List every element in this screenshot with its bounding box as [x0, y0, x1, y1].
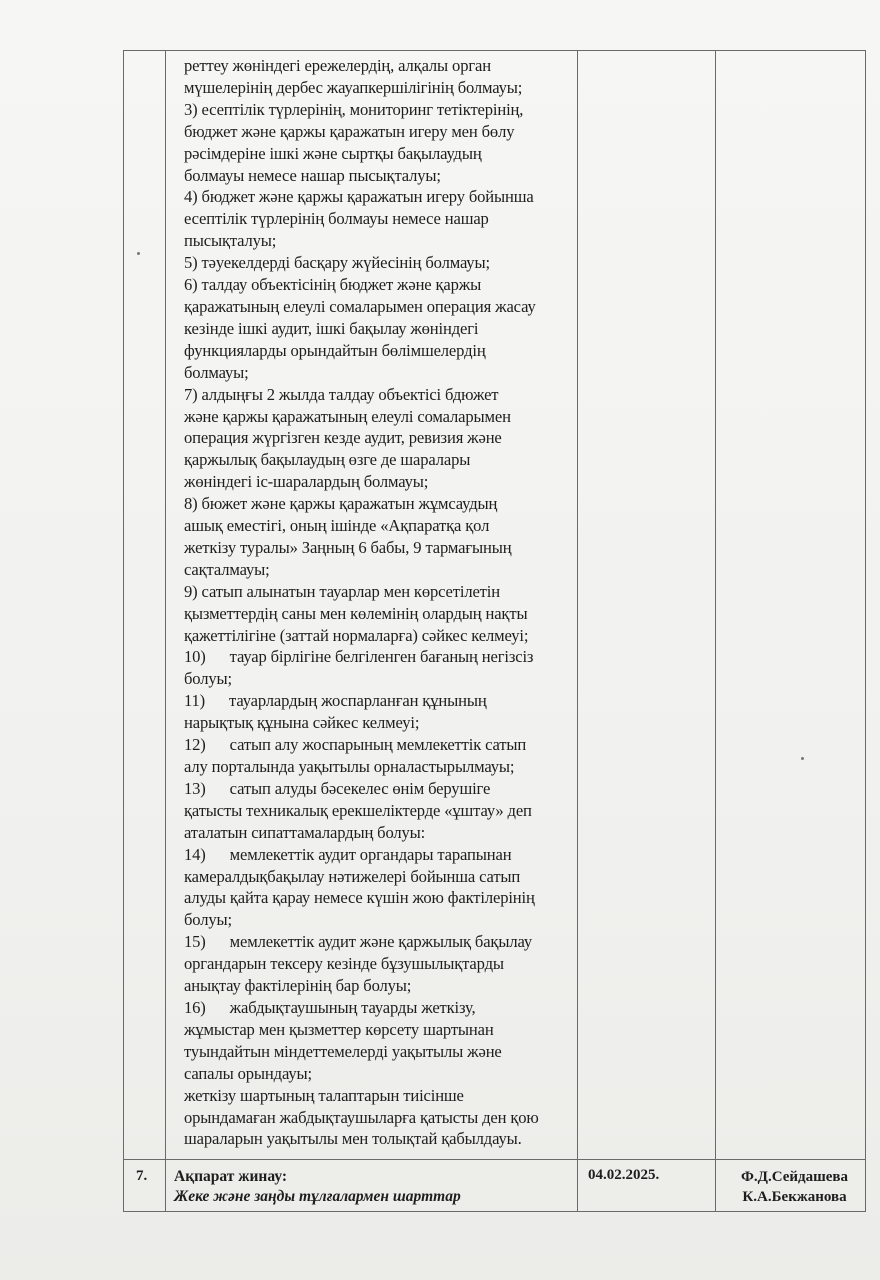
speck-mark [137, 252, 140, 255]
activity-cell [166, 1160, 578, 1212]
text-line: туындайтын міндеттемелерді уақытылы және [184, 1041, 502, 1061]
text-line: болмауы немесе нашар пысықталуы; [184, 165, 441, 185]
text-line: 6) талдау объектісінің бюджет және қаржы [184, 275, 482, 295]
text-line: анықтау фактілерінің бар болуы; [184, 976, 412, 996]
text-line: 10) тауар бірлігіне белгіленген бағаның негізсіз [184, 647, 534, 667]
text-line: болуы; [184, 669, 232, 689]
text-line: есептілік түрлерінің болмауы немесе нашар [184, 209, 489, 229]
text-line: 15) мемлекеттік аудит және қаржылық бақылау [184, 932, 532, 952]
text-line: операция жүргізген кезде аудит, ревизия және [184, 428, 502, 448]
plan-table [123, 50, 866, 1212]
text-line: жеткізу шартының талаптарын тиісінше [184, 1085, 464, 1105]
text-line: 14) мемлекеттік аудит органдары тарапынан [184, 844, 512, 864]
text-line: бюджет және қаржы қаражатын игеру мен бөлу [184, 121, 515, 141]
text-line: 9) сатып алынатын тауарлар мен көрсетілетін [184, 581, 500, 601]
text-line: 13) сатып алуды бәсекелес өнім берушіге [184, 778, 491, 798]
text-line: нарықтық құнына сәйкес келмеуі; [184, 713, 420, 733]
text-line: алу порталында уақытылы орналастырылмауы; [184, 757, 515, 776]
text-line: 11) тауарлардың жоспарланған құнының [184, 691, 487, 711]
text-line: қажеттілігіне (заттай нормаларға) сәйкес келмеуі; [184, 625, 529, 645]
text-line: органдарын тексеру кезінде бұзушылықтарды [184, 954, 504, 974]
responsible-person: Ф.Д.Сейдашева [740, 1169, 849, 1185]
text-line: ашық еместігі, оның ішінде «Ақпаратқа қол [184, 516, 490, 536]
deadline-date: 04.02.2025. [578, 1160, 716, 1212]
text-line: алуды қайта қарау немесе күшін жою фактілерінің [184, 888, 535, 908]
text-line: болуы; [184, 910, 232, 930]
text-line: 7) алдыңғы 2 жылда талдау объектісі бдюжет [184, 384, 499, 404]
table-row [124, 51, 866, 1160]
text-line: және қаржы қаражатының елеулі сомаларымен [184, 406, 511, 426]
text-line: қаржылық бақылаудың өзге де шаралары [184, 450, 471, 470]
text-line: реттеу жөніндегі ережелердің, алқалы орган [184, 56, 491, 75]
text-line: 16) жабдықтаушының тауарды жеткізу, [184, 997, 476, 1017]
responsible-cell [716, 51, 866, 1160]
text-line: 5) тәуекелдерді басқару жүйесінің болмауы; [184, 253, 490, 273]
activity-subheading: Жеке және заңды тұлғалармен шарттар [174, 1188, 461, 1205]
text-line: қызметтердің саны мен көлемінің олардың нақты [184, 603, 528, 623]
text-line: сапалы орындауы; [184, 1063, 312, 1083]
text-line: жеткізу туралы» Заңның 6 бабы, 9 тармағының [184, 537, 512, 557]
text-line: 8) бюжет және қаржы қаражатын жұмсаудың [184, 494, 498, 514]
text-line: рәсімдеріне ішкі және сыртқы бақылаудың [184, 143, 482, 163]
text-line: орындамаған жабдықтаушыларға қатысты ден қою [184, 1107, 539, 1127]
text-line: шараларын уақытылы мен толықтай қабылдауы. [184, 1129, 522, 1149]
text-line: болмауы; [184, 362, 249, 382]
text-line: 3) есептілік түрлерінің, мониторинг тетіктерінің, [184, 99, 524, 119]
text-line: аталатын сипаттамалардың болуы: [184, 822, 426, 842]
text-line: функцияларды орындайтын бөлімшелердің [184, 340, 486, 360]
text-line: сақталмауы; [184, 559, 270, 579]
text-line: мүшелерінің дербес жауапкершілігінің болмауы; [184, 77, 523, 97]
responsible-persons [716, 1160, 866, 1212]
number-cell [124, 51, 166, 1160]
risk-list [184, 55, 571, 1150]
date-cell [578, 51, 716, 1160]
text-line: қаражатының елеулі сомаларымен операция жасау [184, 296, 536, 316]
text-line: 4) бюджет және қаржы қаражатын игеру бойынша [184, 187, 534, 207]
text-line: жұмыстар мен қызметтер көрсету шартынан [184, 1019, 494, 1039]
table-row [124, 1160, 866, 1212]
text-line: кезінде ішкі аудит, ішкі бақылау жөніндегі [184, 318, 479, 338]
text-line: қатысты техникалық ерекшеліктерде «ұштау» деп [184, 800, 532, 820]
text-line: 12) сатып алу жоспарының мемлекеттік сатып [184, 735, 527, 755]
speck-mark [801, 757, 804, 760]
row-number: 7. [124, 1160, 166, 1212]
text-line: жөніндегі іс-шаралардың болмауы; [184, 472, 429, 492]
text-line: пысықталуы; [184, 231, 277, 251]
risk-list-cell [166, 51, 578, 1160]
text-line: камералдықбақылау нәтижелері бойынша сатып [184, 866, 521, 886]
responsible-person: К.А.Бекжанова [742, 1189, 847, 1205]
activity-heading: Ақпарат жинау: [174, 1168, 288, 1185]
